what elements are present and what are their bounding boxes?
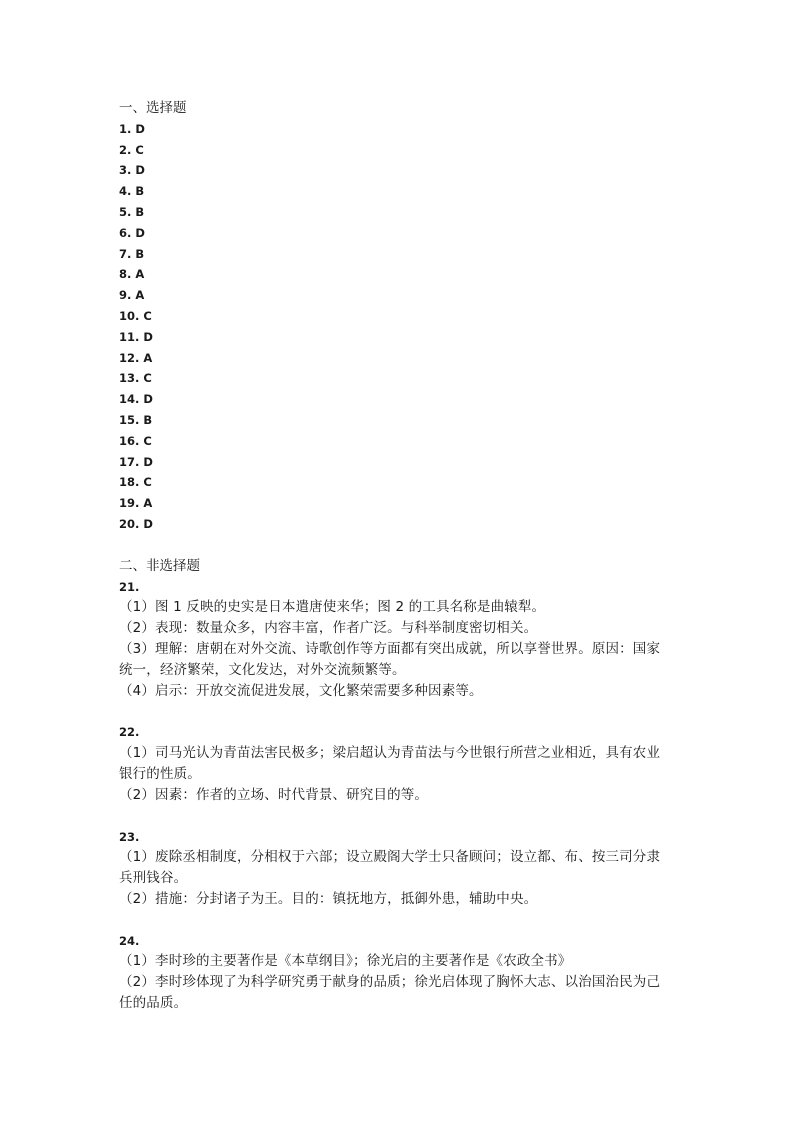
answer-line: 银行的性质。 xyxy=(119,765,201,782)
question-block xyxy=(119,827,679,910)
question-number: 22. xyxy=(119,725,140,740)
answer-line: （1）李时珍的主要著作是《本草纲目》；徐光启的主要著作是《农政全书》 xyxy=(119,953,572,970)
answer-item: 17. D xyxy=(119,454,153,469)
answer-item: 1. D xyxy=(119,121,145,136)
answer-line: 统一，经济繁荣，文化发达，对外交流频繁等。 xyxy=(119,661,406,678)
answer-line: （2）表现：数量众多，内容丰富，作者广泛。与科举制度密切相关。 xyxy=(119,620,538,637)
answer-item: 4. B xyxy=(119,184,145,199)
answer-item: 8. A xyxy=(119,267,145,282)
question-block xyxy=(119,577,679,702)
answer-item: 13. C xyxy=(119,371,152,386)
section-title-non-choice: 二、非选择题 xyxy=(119,557,200,574)
question-block xyxy=(119,722,679,805)
answer-item: 7. B xyxy=(119,246,145,261)
answer-line: （3）理解：唐朝在对外交流、诗歌创作等方面都有突出成就，所以享誉世界。原因：国家 xyxy=(119,640,661,657)
answer-item: 19. A xyxy=(119,496,153,511)
answer-item: 9. A xyxy=(119,288,145,303)
answer-line: （2）因素：作者的立场、时代背景、研究目的等。 xyxy=(119,786,429,803)
section-gap xyxy=(119,535,679,556)
question-number: 21. xyxy=(119,579,140,594)
answer-line: 兵刑钱谷。 xyxy=(119,870,188,887)
answer-item: 3. D xyxy=(119,163,145,178)
answer-key xyxy=(119,98,679,1035)
answer-item: 15. B xyxy=(119,412,153,427)
section-title-multiple-choice: 一、选择题 xyxy=(119,100,187,116)
answer-line: （2）措施：分封诸子为王。目的：镇抚地方，抵御外患，辅助中央。 xyxy=(119,890,538,907)
answer-line: （4）启示：开放交流促进发展，文化繁荣需要多种因素等。 xyxy=(119,682,483,699)
answer-line: （1）图 1 反映的史实是日本遣唐使来华；图 2 的工具名称是曲辕犁。 xyxy=(119,599,546,616)
answer-item: 2. C xyxy=(119,142,144,157)
answer-line: （1）废除丞相制度，分相权于六部；设立殿阁大学士只备顾问；设立都、布、按三司分隶 xyxy=(119,849,661,866)
answer-item: 5. B xyxy=(119,204,145,219)
question-number: 24. xyxy=(119,933,140,948)
non-choice-questions xyxy=(119,577,679,1014)
answer-item: 20. D xyxy=(119,516,153,531)
answer-item: 6. D xyxy=(119,225,145,240)
answer-item: 11. D xyxy=(119,329,153,344)
answer-item: 16. C xyxy=(119,433,152,448)
answer-line: 任的品质。 xyxy=(119,995,188,1012)
multiple-choice-answers xyxy=(119,119,679,535)
answer-line: （1）司马光认为青苗法害民极多；梁启超认为青苗法与今世银行所营之业相近，具有农业 xyxy=(119,745,661,762)
answer-item: 10. C xyxy=(119,308,152,323)
question-block xyxy=(119,931,679,1014)
question-number: 23. xyxy=(119,829,140,844)
answer-item: 12. A xyxy=(119,350,153,365)
answer-item: 14. D xyxy=(119,392,153,407)
answer-item: 18. C xyxy=(119,475,152,490)
answer-line: （2）李时珍体现了为科学研究勇于献身的品质；徐光启体现了胸怀大志、以治国治民为己 xyxy=(119,974,661,991)
